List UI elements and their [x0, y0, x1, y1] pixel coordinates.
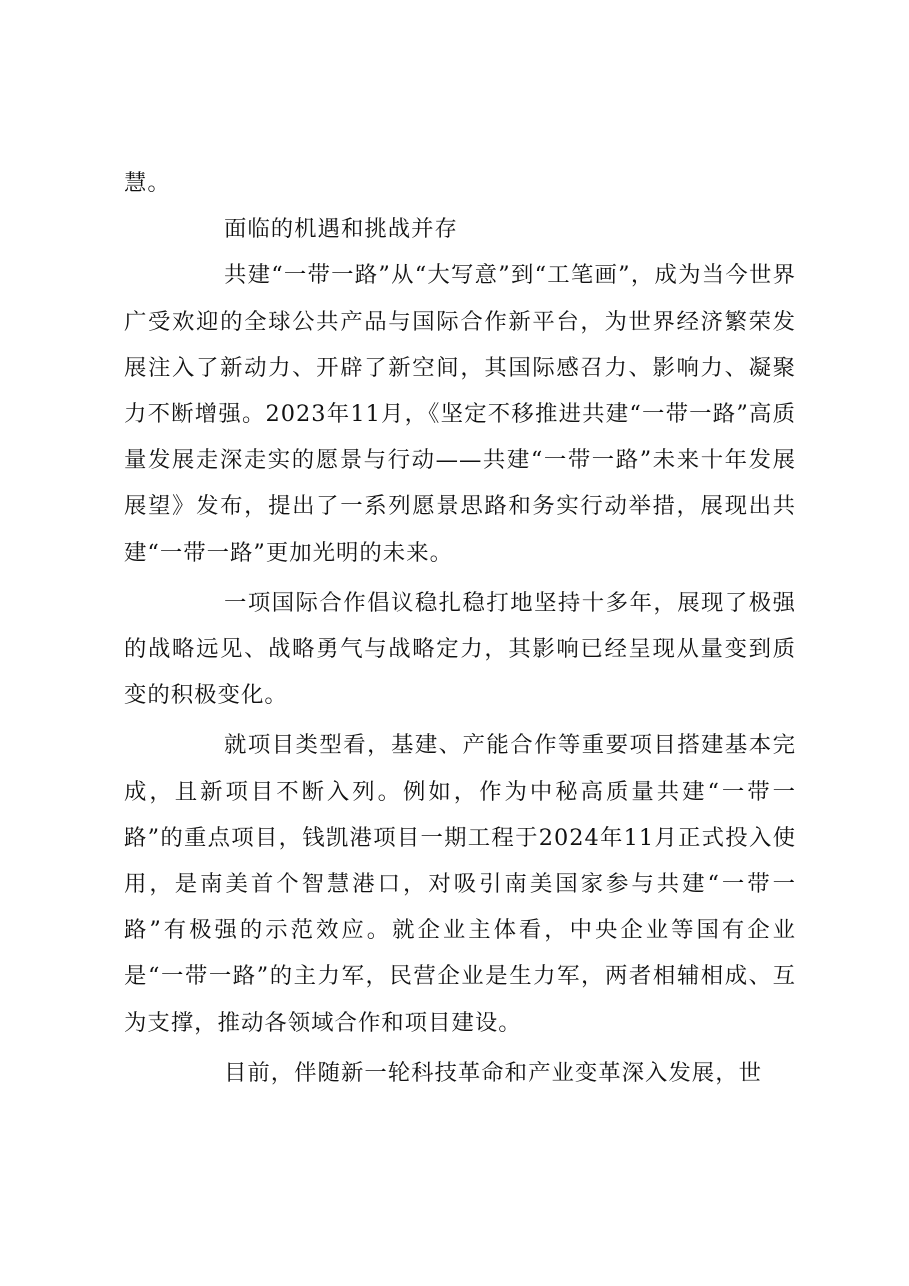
- paragraph-1: 共建“一带一路”从“大写意”到“工笔画”，成为当今世界广受欢迎的全球公共产品与国际合作新平台，为世界经济繁荣发展注入了新动力、开辟了新空间，其国际感召力、影响力、凝聚力不断增强。2023年11月，《坚定不移推进共建“一带一路”高质量发展走深走实的愿景与行动——共建“一带一路”未来十年发展展望》发布，提出了一系列愿景思路和务实行动举措，展现出共建“一带一路”更加光明的未来。: [124, 262, 796, 566]
- paragraph-3: 就项目类型看，基建、产能合作等重要项目搭建基本完成，且新项目不断入列。例如，作为中秘高质量共建“一带一路”的重点项目，钱凯港项目一期工程于2024年11月正式投入使用，是南美首个智慧港口，对吸引南美国家参与共建“一带一路”有极强的示范效应。就企业主体看，中央企业等国有企业是“一带一路”的主力军，民营企业是生力军，两者相辅相成、互为支撑，推动各领域合作和项目建设。: [124, 732, 796, 1036]
- document-page: [124, 160, 796, 1096]
- paragraph-2: 一项国际合作倡议稳扎稳打地坚持十多年，展现了极强的战略远见、战略勇气与战略定力，其影响已经呈现从量变到质变的积极变化。: [124, 589, 796, 709]
- paragraph-4: 目前，伴随新一轮科技革命和产业变革深入发展，世: [224, 1059, 762, 1086]
- section-heading: 面临的机遇和挑战并存: [224, 216, 458, 243]
- carryover-text: 慧。: [124, 170, 171, 196]
